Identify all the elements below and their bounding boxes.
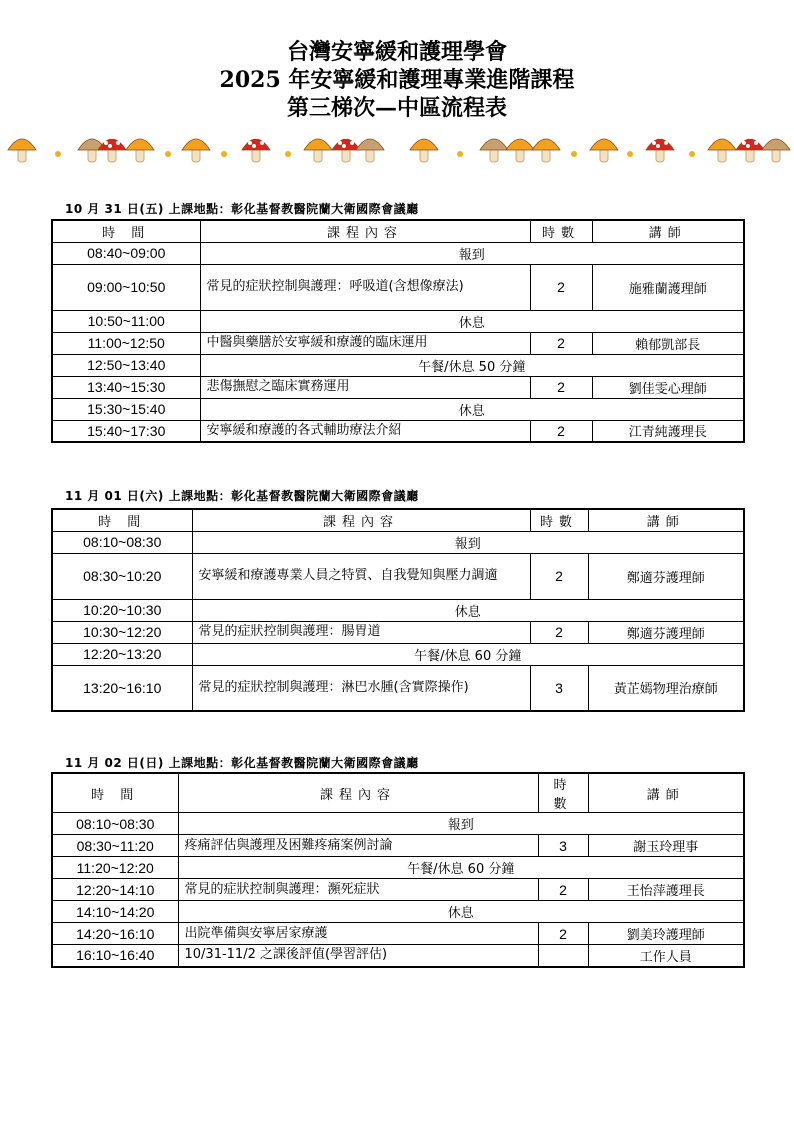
mushroom-icon: [332, 135, 360, 162]
table-row: [52, 857, 744, 879]
time-cell: 13:40~15:30: [52, 376, 200, 398]
course-cell: 疼痛評估與護理及困難疼痛案例討論: [178, 835, 538, 857]
table-header-row: [52, 509, 744, 531]
teacher-cell: 施雅蘭護理師: [592, 264, 744, 310]
header-course: 課程內容: [192, 509, 530, 531]
mushroom-border: [0, 126, 794, 174]
course-title: 2025 年安寧緩和護理專業進階課程: [219, 67, 575, 93]
hours-cell: 2: [530, 420, 592, 442]
header-teacher: 講師: [588, 509, 744, 531]
mushroom-icon: [8, 139, 36, 162]
course-cell: 常見的症狀控制與護理：呼吸道(含想像療法): [200, 264, 530, 310]
header-teacher: 講師: [588, 773, 744, 813]
time-cell: 09:00~10:50: [52, 264, 200, 310]
decoration-dot: [457, 151, 463, 157]
time-cell: 08:40~09:00: [52, 242, 200, 264]
hours-cell: 2: [530, 264, 592, 310]
hours-cell: 3: [538, 835, 588, 857]
break-cell: 午餐/休息 60 分鐘: [192, 643, 744, 665]
time-cell: 10:20~10:30: [52, 599, 192, 621]
header-hours: 時數: [538, 773, 588, 813]
time-cell: 08:30~10:20: [52, 553, 192, 599]
table-row: [52, 376, 744, 398]
hours-cell: [538, 945, 588, 967]
break-cell: 休息: [200, 398, 744, 420]
table-row: [52, 398, 744, 420]
mushroom-icon: [480, 139, 508, 162]
break-cell: 休息: [200, 310, 744, 332]
teacher-cell: 劉佳雯心理師: [592, 376, 744, 398]
table-row: [52, 621, 744, 643]
course-cell: 安寧緩和療護的各式輔助療法介紹: [200, 420, 530, 442]
time-cell: 10:50~11:00: [52, 310, 200, 332]
header-hours: 時數: [530, 509, 588, 531]
mushroom-icon: [708, 139, 736, 162]
header-time: 時 間: [52, 773, 178, 813]
course-cell: 常見的症狀控制與護理：淋巴水腫(含實際操作): [192, 665, 530, 711]
header-course: 課程內容: [200, 220, 530, 242]
break-cell: 午餐/休息 60 分鐘: [178, 857, 744, 879]
teacher-cell: 鄭適芬護理師: [588, 621, 744, 643]
teacher-cell: 賴郁凱部長: [592, 332, 744, 354]
course-cell: 悲傷撫慰之臨床實務運用: [200, 376, 530, 398]
mushroom-icon: [532, 139, 560, 162]
break-cell: 休息: [192, 599, 744, 621]
table-row: [52, 879, 744, 901]
table-header-row: [52, 220, 744, 242]
course-cell: 常見的症狀控制與護理：腸胃道: [192, 621, 530, 643]
decoration-dot: [627, 151, 633, 157]
mushroom-icon: [410, 139, 438, 162]
mushroom-icon: [304, 139, 332, 162]
header-teacher: 講師: [592, 220, 744, 242]
time-cell: 15:30~15:40: [52, 398, 200, 420]
schedule-title: 第三梯次—中區流程表: [286, 95, 507, 121]
time-cell: 08:10~08:30: [52, 813, 178, 835]
schedule-table: [51, 508, 745, 712]
table-row: [52, 242, 744, 264]
teacher-cell: 黃芷嫣物理治療師: [588, 665, 744, 711]
table-row: [52, 835, 744, 857]
header-hours: 時數: [530, 220, 592, 242]
header-course: 課程內容: [178, 773, 538, 813]
decoration-dot: [689, 151, 695, 157]
time-cell: 11:20~12:20: [52, 857, 178, 879]
time-cell: 12:20~13:20: [52, 643, 192, 665]
teacher-cell: 劉美玲護理師: [588, 923, 744, 945]
hours-cell: 2: [530, 376, 592, 398]
hours-cell: 3: [530, 665, 588, 711]
mushroom-icon: [506, 139, 534, 162]
mushroom-icon: [356, 139, 384, 162]
teacher-cell: 謝玉玲理事: [588, 835, 744, 857]
course-cell: 中醫與藥膳於安寧緩和療護的臨床運用: [200, 332, 530, 354]
teacher-cell: 工作人員: [588, 945, 744, 967]
table-row: [52, 643, 744, 665]
day-caption: 10 月 31 日(五) 上課地點：彰化基督教醫院蘭大衛國際會議廳: [65, 202, 419, 216]
hours-cell: 2: [530, 553, 588, 599]
decoration-dot: [571, 151, 577, 157]
table-row: [52, 420, 744, 442]
course-cell: 安寧緩和療護專業人員之特質、自我覺知與壓力調適: [192, 553, 530, 599]
time-cell: 11:00~12:50: [52, 332, 200, 354]
decoration-dot: [165, 151, 171, 157]
break-cell: 報到: [200, 242, 744, 264]
header-time: 時 間: [52, 509, 192, 531]
header-time: 時 間: [52, 220, 200, 242]
table-row: [52, 310, 744, 332]
time-cell: 08:30~11:20: [52, 835, 178, 857]
table-row: [52, 813, 744, 835]
table-row: [52, 901, 744, 923]
hours-cell: 2: [530, 621, 588, 643]
time-cell: 08:10~08:30: [52, 531, 192, 553]
org-title: 台灣安寧緩和護理學會: [286, 39, 507, 65]
table-header-row: [52, 773, 744, 813]
break-cell: 報到: [192, 531, 744, 553]
table-row: [52, 599, 744, 621]
course-cell: 出院準備與安寧居家療護: [178, 923, 538, 945]
table-row: [52, 332, 744, 354]
mushroom-icon: [242, 135, 270, 162]
mushroom-icon: [126, 139, 154, 162]
mushroom-icon: [762, 139, 790, 162]
schedule-table: [51, 772, 745, 968]
decoration-dot: [55, 151, 61, 157]
break-cell: 報到: [178, 813, 744, 835]
table-row: [52, 923, 744, 945]
break-cell: 午餐/休息 50 分鐘: [200, 354, 744, 376]
time-cell: 16:10~16:40: [52, 945, 178, 967]
teacher-cell: 王怡萍護理長: [588, 879, 744, 901]
course-cell: 10/31-11/2 之課後評值(學習評估): [178, 945, 538, 967]
hours-cell: 2: [538, 923, 588, 945]
decoration-dot: [221, 151, 227, 157]
mushroom-icon: [646, 135, 674, 162]
course-cell: 常見的症狀控制與護理：瀕死症狀: [178, 879, 538, 901]
hours-cell: 2: [538, 879, 588, 901]
time-cell: 12:50~13:40: [52, 354, 200, 376]
break-cell: 休息: [178, 901, 744, 923]
day-caption: 11 月 02 日(日) 上課地點：彰化基督教醫院蘭大衛國際會議廳: [65, 756, 419, 770]
day-caption: 11 月 01 日(六) 上課地點：彰化基督教醫院蘭大衛國際會議廳: [65, 489, 419, 503]
table-row: [52, 945, 744, 967]
decoration-dot: [285, 151, 291, 157]
mushroom-icon: [590, 139, 618, 162]
table-row: [52, 665, 744, 711]
time-cell: 14:10~14:20: [52, 901, 178, 923]
mushroom-icon: [98, 135, 126, 162]
time-cell: 14:20~16:10: [52, 923, 178, 945]
table-row: [52, 553, 744, 599]
table-row: [52, 264, 744, 310]
mushroom-icon: [736, 135, 764, 162]
teacher-cell: 鄭適芬護理師: [588, 553, 744, 599]
hours-cell: 2: [530, 332, 592, 354]
table-row: [52, 354, 744, 376]
time-cell: 13:20~16:10: [52, 665, 192, 711]
time-cell: 15:40~17:30: [52, 420, 200, 442]
table-row: [52, 531, 744, 553]
time-cell: 12:20~14:10: [52, 879, 178, 901]
teacher-cell: 江青純護理長: [592, 420, 744, 442]
mushroom-icon: [78, 139, 106, 162]
mushroom-icon: [182, 139, 210, 162]
schedule-table: [51, 219, 745, 443]
time-cell: 10:30~12:20: [52, 621, 192, 643]
